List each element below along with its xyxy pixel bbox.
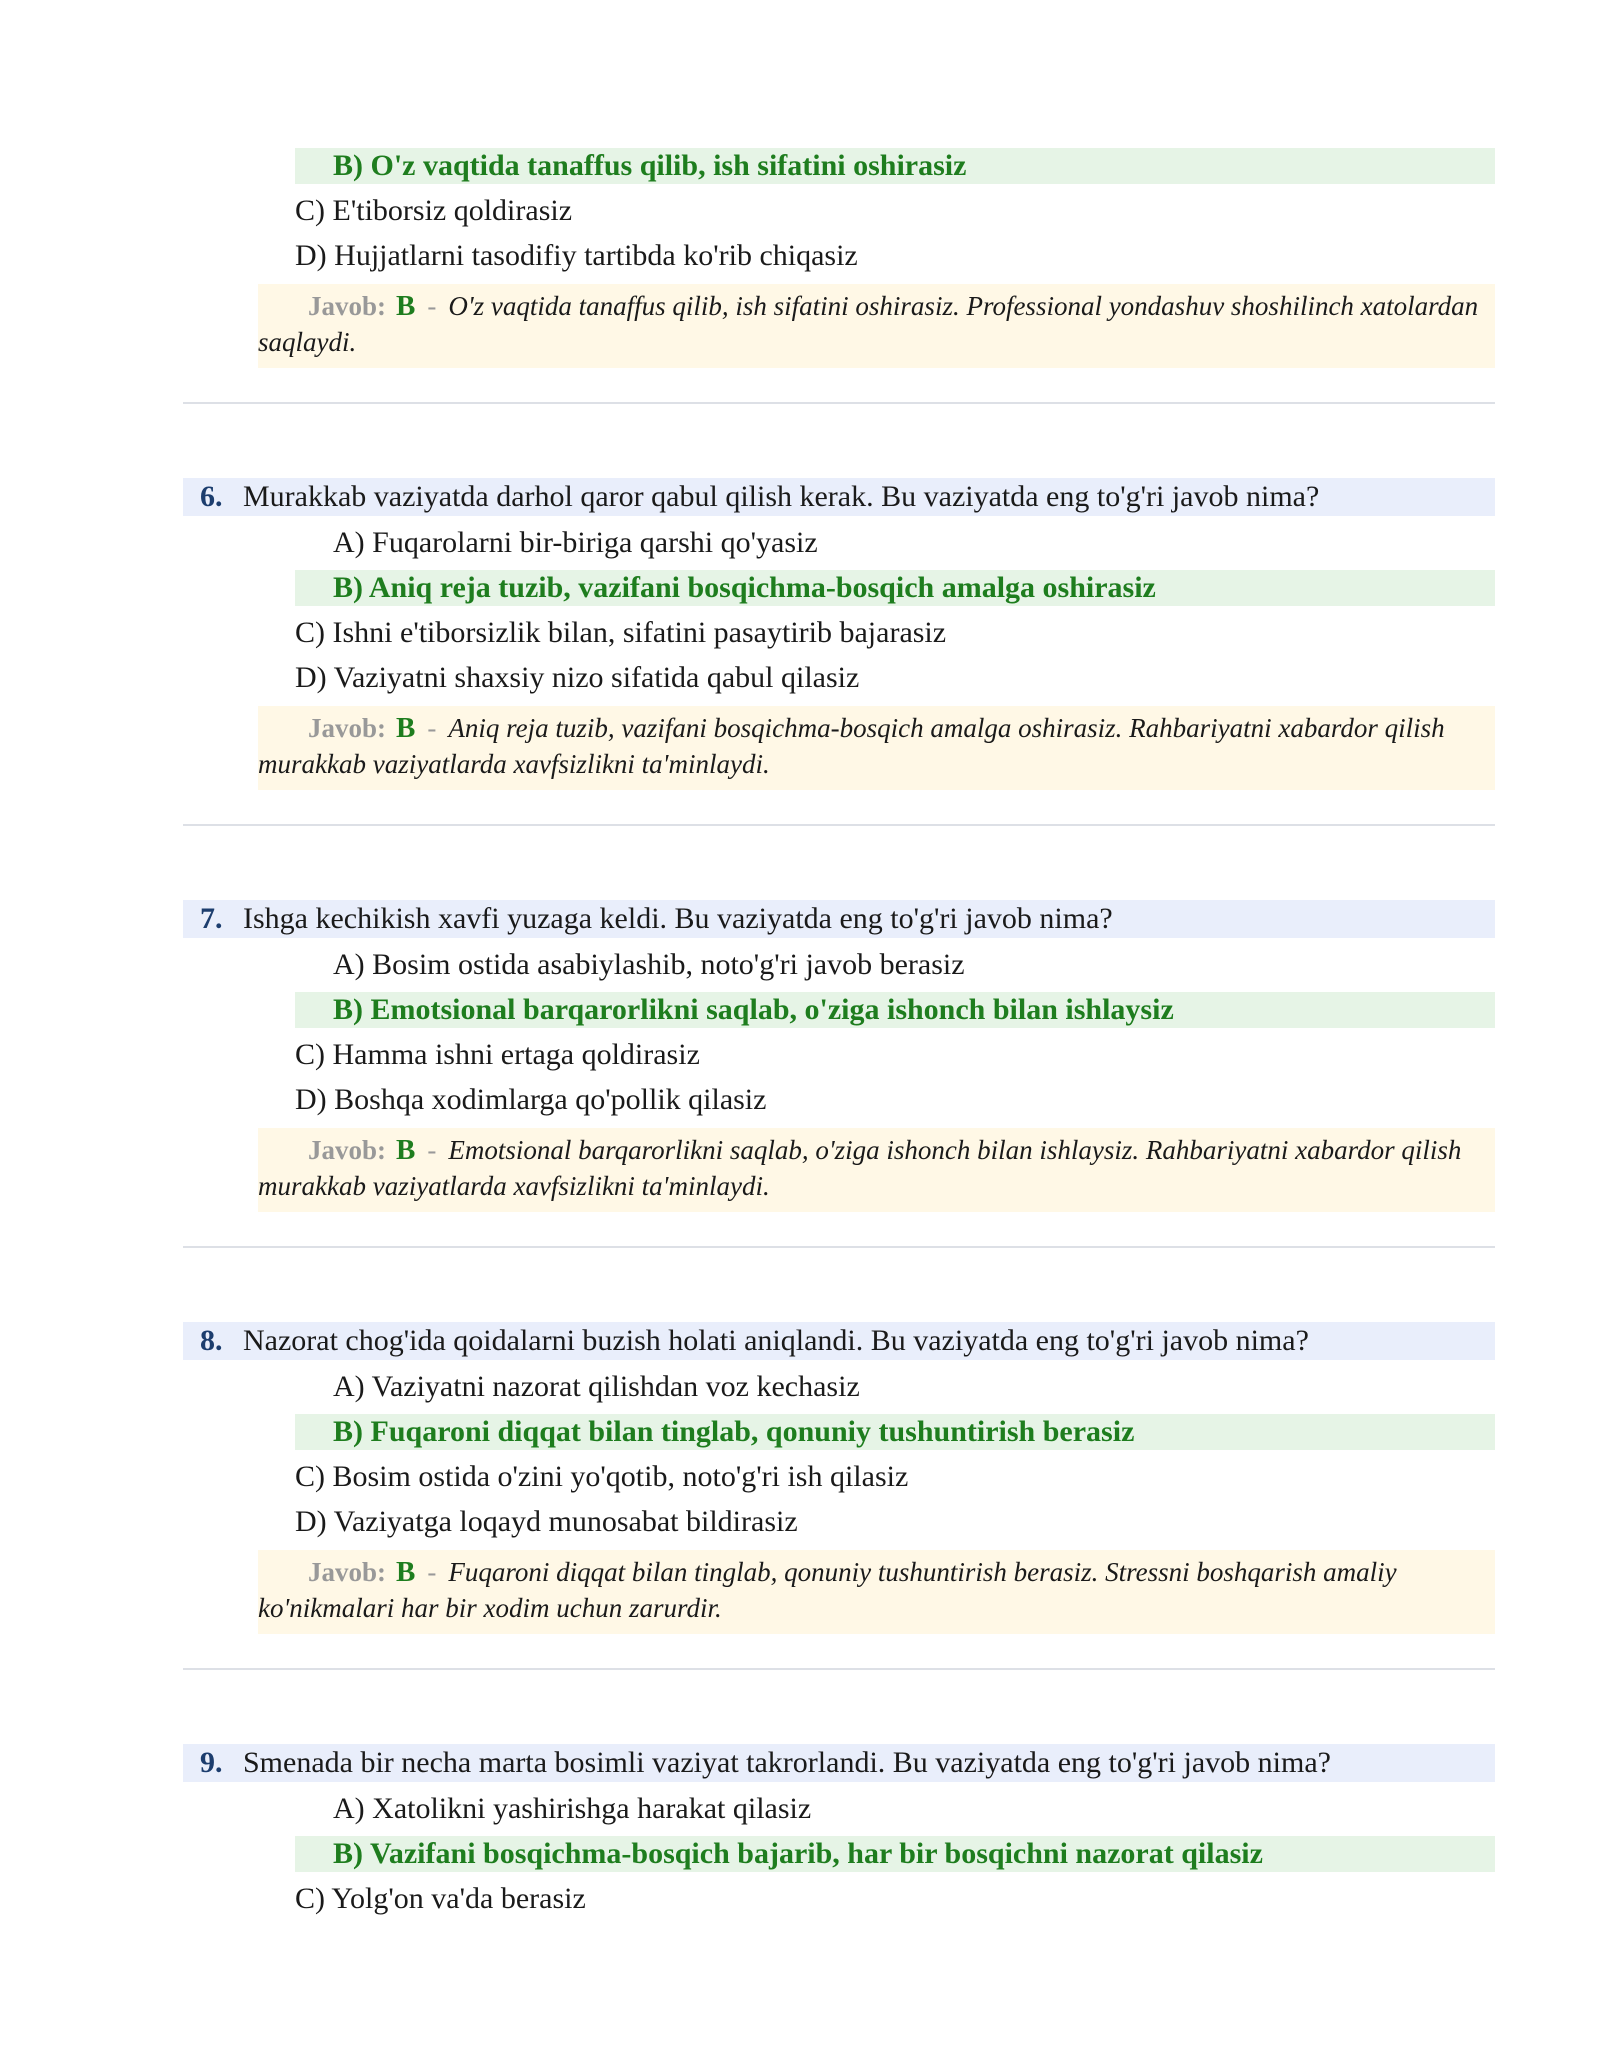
- answer-dash: -: [427, 1135, 437, 1165]
- question-6: [183, 478, 1495, 516]
- answer-letter: B: [396, 1556, 416, 1588]
- option-correct: B) Fuqaroni diqqat bilan tinglab, qonuniy tushuntirish berasiz: [295, 1414, 1495, 1450]
- question-number: 7.: [200, 902, 223, 935]
- option-correct: B) Emotsional barqarorlikni saqlab, o'ziga ishonch bilan ishlaysiz: [295, 992, 1495, 1028]
- answer-letter: B: [396, 712, 416, 744]
- option: D) Vaziyatga loqayd munosabat bildirasiz: [295, 1505, 798, 1538]
- question-text: Nazorat chog'ida qoidalarni buzish holati aniqlandi. Bu vaziyatda eng to'g'ri javob nima?: [243, 1324, 1309, 1357]
- divider: [183, 1668, 1495, 1670]
- answer-dash: -: [427, 1557, 437, 1587]
- answer-label: Javob:: [308, 1557, 387, 1587]
- answer-label: Javob:: [308, 1135, 387, 1165]
- option: A) Bosim ostida asabiylashib, noto'g'ri javob berasiz: [333, 948, 965, 981]
- option: C) Ishni e'tiborsizlik bilan, sifatini pasaytirib bajarasiz: [295, 616, 947, 649]
- option: C) E'tiborsiz qoldirasiz: [295, 194, 573, 227]
- question-8: [183, 1322, 1495, 1360]
- divider: [183, 402, 1495, 404]
- divider: [183, 1246, 1495, 1248]
- question-text: Smenada bir necha marta bosimli vaziyat takrorlandi. Bu vaziyatda eng to'g'ri javob nima?: [243, 1746, 1331, 1779]
- answer-label: Javob:: [308, 291, 387, 321]
- option: C) Bosim ostida o'zini yo'qotib, noto'g'ri ish qilasiz: [295, 1460, 909, 1493]
- answer-letter: B: [396, 290, 416, 322]
- option: D) Boshqa xodimlarga qo'pollik qilasiz: [295, 1083, 767, 1116]
- option: D) Hujjatlarni tasodifiy tartibda ko'rib chiqasiz: [295, 239, 858, 272]
- option: A) Vaziyatni nazorat qilishdan voz kechasiz: [333, 1370, 860, 1403]
- question-text: Ishga kechikish xavfi yuzaga keldi. Bu vaziyatda eng to'g'ri javob nima?: [243, 902, 1113, 935]
- question-text: Murakkab vaziyatda darhol qaror qabul qilish kerak. Bu vaziyatda eng to'g'ri javob nima?: [243, 480, 1320, 513]
- question-number: 6.: [200, 480, 223, 513]
- divider: [183, 824, 1495, 826]
- option: A) Fuqarolarni bir-biriga qarshi qo'yasiz: [333, 526, 818, 559]
- answer-explanation: Fuqaroni diqqat bilan tinglab, qonuniy tushuntirish berasiz. Stressni boshqarish amaliy ko'nikmalari har bir xodim uchun zarurdir.: [258, 1557, 1397, 1623]
- answer-box: [258, 1128, 1495, 1212]
- answer-box: [258, 1550, 1495, 1634]
- option-correct: B) Aniq reja tuzib, vazifani bosqichma-bosqich amalga oshirasiz: [295, 570, 1495, 606]
- option: A) Xatolikni yashirishga harakat qilasiz: [333, 1792, 812, 1825]
- answer-box: [258, 284, 1495, 368]
- answer-explanation: Emotsional barqarorlikni saqlab, o'ziga ishonch bilan ishlaysiz. Rahbariyatni xabardor qilish murakkab vaziyatlarda xavfsizlikni ta'minlaydi.: [258, 1135, 1462, 1201]
- question-7: [183, 900, 1495, 938]
- answer-box: [258, 706, 1495, 790]
- question-9: [183, 1744, 1495, 1782]
- option-correct: B) O'z vaqtida tanaffus qilib, ish sifatini oshirasiz: [295, 148, 1495, 184]
- option: C) Yolg'on va'da berasiz: [295, 1882, 586, 1915]
- question-number: 8.: [200, 1324, 223, 1357]
- answer-explanation: Aniq reja tuzib, vazifani bosqichma-bosqich amalga oshirasiz. Rahbariyatni xabardor qilish murakkab vaziyatlarda xavfsizlikni ta'minlaydi.: [258, 713, 1445, 779]
- option: D) Vaziyatni shaxsiy nizo sifatida qabul qilasiz: [295, 661, 860, 694]
- question-number: 9.: [200, 1746, 223, 1779]
- answer-dash: -: [427, 713, 437, 743]
- option: C) Hamma ishni ertaga qoldirasiz: [295, 1038, 700, 1071]
- answer-label: Javob:: [308, 713, 387, 743]
- option-correct: B) Vazifani bosqichma-bosqich bajarib, har bir bosqichni nazorat qilasiz: [295, 1836, 1495, 1872]
- answer-letter: B: [396, 1134, 416, 1166]
- answer-dash: -: [427, 291, 437, 321]
- answer-explanation: O'z vaqtida tanaffus qilib, ish sifatini oshirasiz. Professional yondashuv shoshilinch xatolardan saqlaydi.: [258, 291, 1479, 357]
